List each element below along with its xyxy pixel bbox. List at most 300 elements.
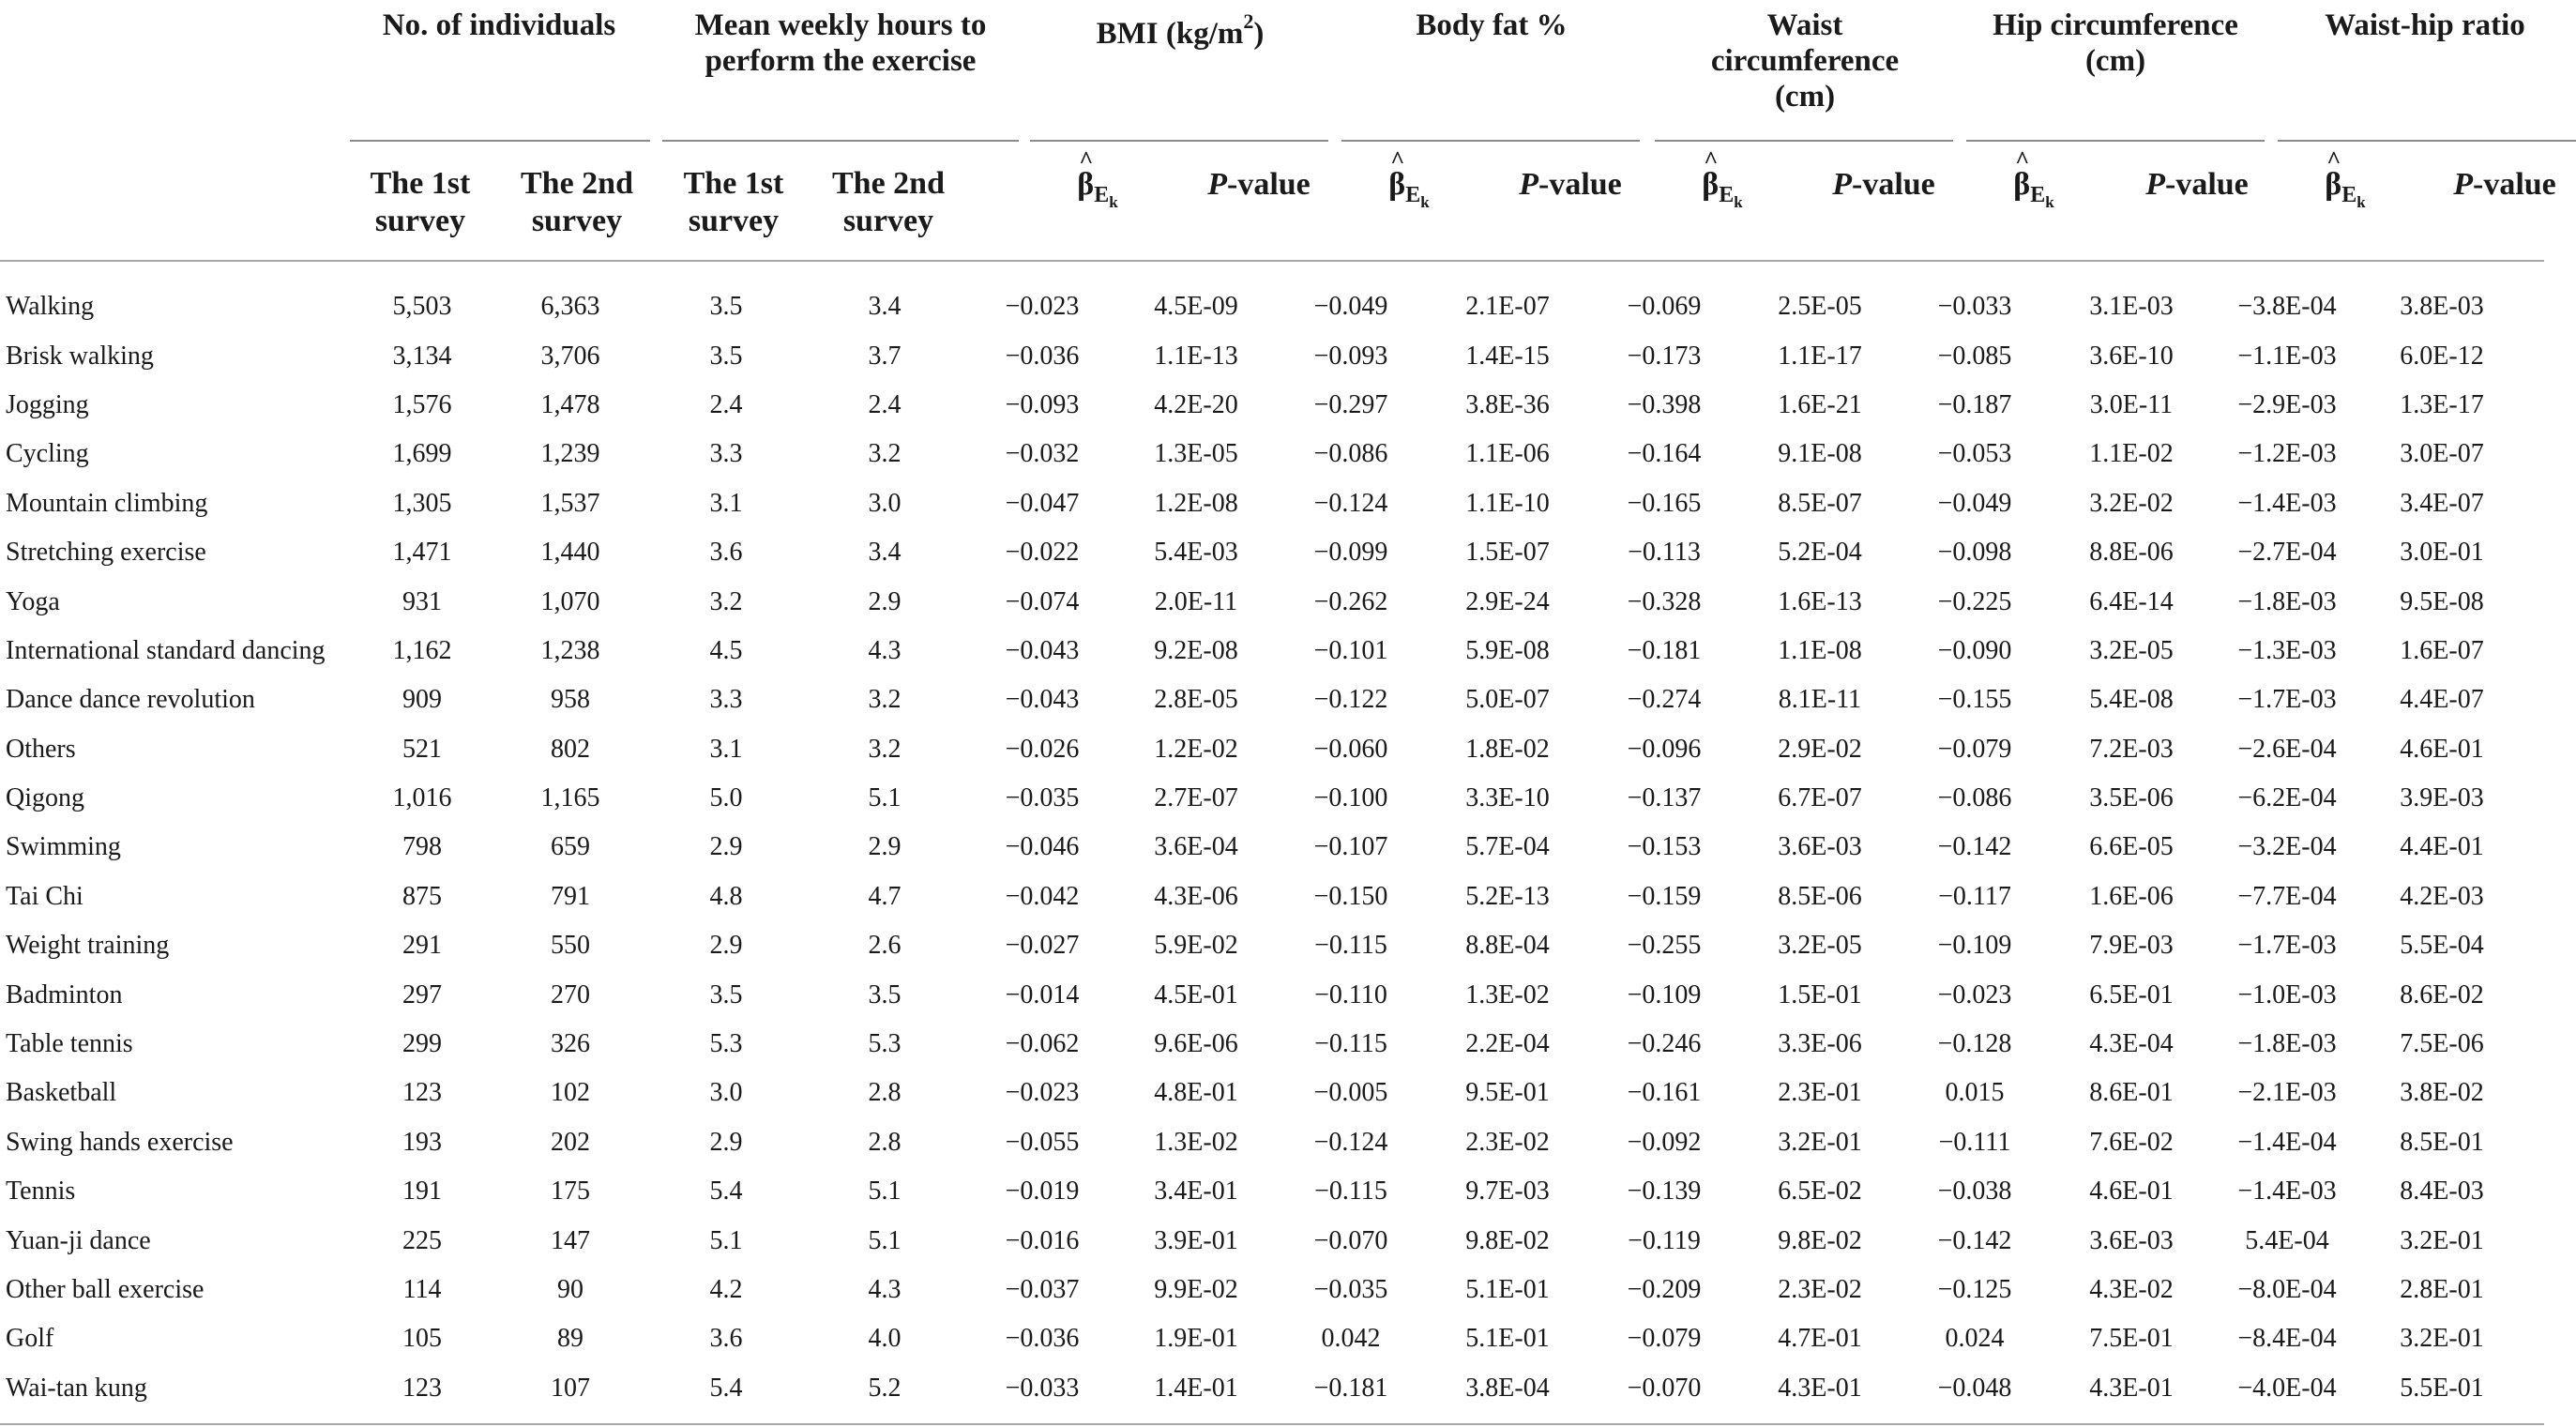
group-rule <box>662 140 1019 142</box>
hip-beta-cell: −0.109 <box>1937 931 2012 961</box>
bmi-beta-cell: −0.023 <box>1005 1078 1080 1108</box>
survey1-hours-cell: 4.2 <box>709 1275 743 1304</box>
bodyfat-p-cell: 9.8E-02 <box>1465 1225 1550 1255</box>
exercise-name-cell: Yuan-ji dance <box>6 1225 151 1255</box>
waist-beta-cell: −0.274 <box>1627 685 1702 715</box>
survey1-count-cell: 297 <box>402 979 442 1010</box>
subheader-p-value: P-value <box>2145 167 2249 202</box>
survey2-hours-cell: 4.7 <box>868 881 902 911</box>
survey1-hours-cell: 5.3 <box>709 1029 743 1059</box>
whr-beta-cell: −1.4E-03 <box>2237 1177 2337 1207</box>
bodyfat-beta-cell: −0.093 <box>1313 341 1388 371</box>
subheader-survey-2: The 2nd survey <box>832 166 945 238</box>
hip-p-cell: 1.6E-06 <box>2089 881 2174 911</box>
whr-beta-cell: −1.2E-03 <box>2237 439 2337 469</box>
bodyfat-p-cell: 2.1E-07 <box>1465 292 1550 322</box>
hip-beta-cell: −0.225 <box>1937 586 2012 616</box>
waist-beta-cell: −0.069 <box>1627 292 1702 322</box>
bmi-beta-cell: −0.035 <box>1005 783 1080 813</box>
survey1-count-cell: 798 <box>402 832 442 862</box>
subheader-beta: ^ $\beta_{Ek}$ <box>1388 146 1430 211</box>
waist-p-cell: 2.3E-02 <box>1778 1275 1862 1304</box>
bodyfat-p-cell: 1.4E-15 <box>1465 341 1550 371</box>
whr-p-cell: 6.0E-12 <box>2400 341 2484 371</box>
whr-beta-cell: −1.1E-03 <box>2237 341 2337 371</box>
hip-p-cell: 7.5E-01 <box>2089 1324 2174 1354</box>
survey1-count-cell: 193 <box>402 1127 442 1157</box>
survey2-hours-cell: 2.8 <box>868 1078 902 1108</box>
whr-p-cell: 4.6E-01 <box>2400 734 2484 764</box>
bodyfat-p-cell: 3.8E-36 <box>1465 389 1550 419</box>
hip-p-cell: 4.3E-04 <box>2089 1029 2174 1059</box>
table-row <box>0 1069 2520 1117</box>
whr-beta-cell: −3.2E-04 <box>2237 832 2337 862</box>
hip-p-cell: 3.2E-02 <box>2089 488 2174 518</box>
waist-p-cell: 1.1E-08 <box>1778 635 1862 665</box>
whr-p-cell: 3.0E-01 <box>2400 538 2484 568</box>
group-rule <box>1655 140 1953 142</box>
survey1-hours-cell: 4.8 <box>709 881 743 911</box>
exercise-name-cell: Mountain climbing <box>6 488 208 518</box>
bodyfat-p-cell: 1.5E-07 <box>1465 538 1550 568</box>
survey1-hours-cell: 3.3 <box>709 439 743 469</box>
bmi-p-cell: 4.8E-01 <box>1154 1078 1238 1108</box>
survey2-count-cell: 90 <box>557 1275 583 1304</box>
survey2-hours-cell: 4.3 <box>868 1275 902 1304</box>
bodyfat-p-cell: 5.9E-08 <box>1465 635 1550 665</box>
survey1-hours-cell: 3.6 <box>709 538 743 568</box>
hip-p-cell: 5.4E-08 <box>2089 685 2174 715</box>
survey2-hours-cell: 3.4 <box>868 538 902 568</box>
waist-p-cell: 9.1E-08 <box>1778 439 1862 469</box>
survey1-count-cell: 299 <box>402 1029 442 1059</box>
waist-beta-cell: −0.139 <box>1627 1177 1702 1207</box>
subheader-beta: ^ $\beta_{Ek}$ <box>2013 146 2054 211</box>
table-row <box>0 823 2520 872</box>
hip-p-cell: 6.4E-14 <box>2089 586 2174 616</box>
table-row <box>0 1020 2520 1069</box>
bmi-beta-cell: −0.036 <box>1005 1324 1080 1354</box>
whr-p-cell: 8.4E-03 <box>2400 1177 2484 1207</box>
bodyfat-p-cell: 9.5E-01 <box>1465 1078 1550 1108</box>
whr-p-cell: 3.8E-02 <box>2400 1078 2484 1108</box>
survey2-count-cell: 107 <box>551 1373 590 1403</box>
survey1-hours-cell: 3.2 <box>709 586 743 616</box>
whr-p-cell: 3.9E-03 <box>2400 783 2484 813</box>
whr-p-cell: 2.8E-01 <box>2400 1275 2484 1304</box>
bmi-beta-cell: −0.032 <box>1005 439 1080 469</box>
bmi-p-cell: 1.4E-01 <box>1154 1373 1238 1403</box>
waist-p-cell: 2.3E-01 <box>1778 1078 1862 1108</box>
bmi-beta-cell: −0.055 <box>1005 1127 1080 1157</box>
waist-p-cell: 2.5E-05 <box>1778 292 1862 322</box>
hip-p-cell: 7.6E-02 <box>2089 1127 2174 1157</box>
subheader-p-value: P-value <box>1207 167 1311 202</box>
survey1-hours-cell: 4.5 <box>709 635 743 665</box>
survey2-hours-cell: 2.9 <box>868 586 902 616</box>
table-row <box>0 1216 2520 1265</box>
table-row <box>0 1364 2520 1413</box>
whr-p-cell: 4.4E-01 <box>2400 832 2484 862</box>
survey1-count-cell: 909 <box>402 685 442 715</box>
bmi-p-cell: 9.2E-08 <box>1154 635 1238 665</box>
subheader-p-value: P-value <box>1832 167 1935 202</box>
hip-beta-cell: −0.038 <box>1937 1177 2012 1207</box>
hip-beta-cell: −0.142 <box>1937 832 2012 862</box>
table-row <box>0 725 2520 774</box>
table-row <box>0 1266 2520 1314</box>
whr-p-cell: 1.3E-17 <box>2400 389 2484 419</box>
whr-beta-cell: −7.7E-04 <box>2237 881 2337 911</box>
bmi-p-cell: 5.9E-02 <box>1154 931 1238 961</box>
bmi-p-cell: 2.0E-11 <box>1154 586 1238 616</box>
waist-p-cell: 5.2E-04 <box>1778 538 1862 568</box>
exercise-name-cell: Cycling <box>6 439 89 469</box>
whr-beta-cell: −1.4E-03 <box>2237 488 2337 518</box>
bmi-beta-cell: −0.036 <box>1005 341 1080 371</box>
hip-beta-cell: −0.053 <box>1937 439 2012 469</box>
bodyfat-p-cell: 9.7E-03 <box>1465 1177 1550 1207</box>
bmi-p-cell: 2.7E-07 <box>1154 783 1238 813</box>
survey2-count-cell: 1,537 <box>540 488 600 518</box>
survey2-hours-cell: 3.2 <box>868 734 902 764</box>
bmi-beta-cell: −0.019 <box>1005 1177 1080 1207</box>
hip-p-cell: 8.8E-06 <box>2089 538 2174 568</box>
table-row <box>0 970 2520 1019</box>
bodyfat-p-cell: 1.1E-06 <box>1465 439 1550 469</box>
survey1-count-cell: 1,576 <box>392 389 452 419</box>
whr-beta-cell: −2.6E-04 <box>2237 734 2337 764</box>
survey1-hours-cell: 3.6 <box>709 1324 743 1354</box>
survey2-hours-cell: 2.6 <box>868 931 902 961</box>
table-row <box>0 528 2520 577</box>
survey2-count-cell: 3,706 <box>540 341 600 371</box>
hip-beta-cell: 0.015 <box>1945 1078 2005 1108</box>
bodyfat-beta-cell: −0.101 <box>1313 635 1388 665</box>
whr-beta-cell: −1.7E-03 <box>2237 685 2337 715</box>
survey2-hours-cell: 5.1 <box>868 1225 902 1255</box>
bodyfat-p-cell: 5.1E-01 <box>1465 1275 1550 1304</box>
survey1-hours-cell: 3.1 <box>709 734 743 764</box>
bodyfat-p-cell: 3.8E-04 <box>1465 1373 1550 1403</box>
whr-p-cell: 4.4E-07 <box>2400 685 2484 715</box>
whr-p-cell: 8.6E-02 <box>2400 979 2484 1010</box>
bodyfat-beta-cell: −0.181 <box>1313 1373 1388 1403</box>
hip-beta-cell: −0.033 <box>1937 292 2012 322</box>
whr-beta-cell: −8.0E-04 <box>2237 1275 2337 1304</box>
hip-beta-cell: −0.023 <box>1937 979 2012 1010</box>
table-row <box>0 873 2520 921</box>
subheader-p-value: P-value <box>1519 167 1622 202</box>
bmi-p-cell: 1.1E-13 <box>1154 341 1238 371</box>
survey1-count-cell: 1,305 <box>392 488 452 518</box>
table-row <box>0 479 2520 528</box>
survey2-hours-cell: 3.2 <box>868 685 902 715</box>
hip-p-cell: 7.2E-03 <box>2089 734 2174 764</box>
hip-beta-cell: 0.024 <box>1945 1324 2005 1354</box>
waist-beta-cell: −0.119 <box>1628 1225 1701 1255</box>
survey2-count-cell: 147 <box>551 1225 590 1255</box>
bmi-beta-cell: −0.062 <box>1005 1029 1080 1059</box>
waist-p-cell: 8.5E-07 <box>1778 488 1862 518</box>
table-row <box>0 676 2520 724</box>
survey2-count-cell: 1,440 <box>540 538 600 568</box>
bodyfat-p-cell: 5.1E-01 <box>1465 1324 1550 1354</box>
survey2-hours-cell: 3.7 <box>868 341 902 371</box>
subheader-beta: ^ $\beta_{Ek}$ <box>1702 146 1743 211</box>
survey1-count-cell: 1,471 <box>392 538 452 568</box>
survey2-count-cell: 802 <box>551 734 590 764</box>
survey2-count-cell: 175 <box>551 1177 590 1207</box>
survey2-count-cell: 1,165 <box>540 783 600 813</box>
survey2-count-cell: 1,478 <box>540 389 600 419</box>
hip-p-cell: 4.3E-01 <box>2089 1373 2174 1403</box>
survey2-hours-cell: 3.2 <box>868 439 902 469</box>
bmi-beta-cell: −0.037 <box>1005 1275 1080 1304</box>
waist-beta-cell: −0.255 <box>1627 931 1702 961</box>
whr-p-cell: 4.2E-03 <box>2400 881 2484 911</box>
survey1-hours-cell: 3.3 <box>709 685 743 715</box>
exercise-name-cell: Yoga <box>6 586 60 616</box>
group-rule <box>2278 140 2576 142</box>
waist-beta-cell: −0.161 <box>1627 1078 1702 1108</box>
subheader-survey-2: The 2nd survey <box>521 166 633 238</box>
bodyfat-p-cell: 1.3E-02 <box>1465 979 1550 1010</box>
bmi-p-cell: 3.9E-01 <box>1154 1225 1238 1255</box>
hip-p-cell: 6.5E-01 <box>2089 979 2174 1010</box>
whr-beta-cell: −1.7E-03 <box>2237 931 2337 961</box>
subheader-survey-1: The 1st survey <box>683 166 784 238</box>
whr-p-cell: 3.0E-07 <box>2400 439 2484 469</box>
exercise-name-cell: Tennis <box>6 1177 76 1207</box>
survey2-count-cell: 659 <box>551 832 590 862</box>
group-rule <box>1341 140 1640 142</box>
exercise-name-cell: Tai Chi <box>6 881 83 911</box>
whr-beta-cell: −2.7E-04 <box>2237 538 2337 568</box>
bodyfat-beta-cell: −0.070 <box>1313 1225 1388 1255</box>
waist-p-cell: 3.2E-05 <box>1778 931 1862 961</box>
survey1-count-cell: 225 <box>402 1225 442 1255</box>
survey2-count-cell: 958 <box>551 685 590 715</box>
table-row <box>0 577 2520 626</box>
bmi-p-cell: 1.3E-02 <box>1154 1127 1238 1157</box>
bodyfat-beta-cell: −0.060 <box>1313 734 1388 764</box>
bodyfat-beta-cell: −0.107 <box>1313 832 1388 862</box>
survey2-count-cell: 550 <box>551 931 590 961</box>
survey1-count-cell: 191 <box>402 1177 442 1207</box>
waist-p-cell: 3.2E-01 <box>1778 1127 1862 1157</box>
survey1-hours-cell: 2.9 <box>709 832 743 862</box>
hip-beta-cell: −0.098 <box>1937 538 2012 568</box>
waist-beta-cell: −0.159 <box>1627 881 1702 911</box>
hip-p-cell: 4.3E-02 <box>2089 1275 2174 1304</box>
waist-beta-cell: −0.164 <box>1627 439 1702 469</box>
exercise-name-cell: Jogging <box>6 389 89 419</box>
hip-p-cell: 3.5E-06 <box>2089 783 2174 813</box>
survey1-count-cell: 291 <box>402 931 442 961</box>
bmi-beta-cell: −0.074 <box>1005 586 1080 616</box>
bmi-beta-cell: −0.046 <box>1005 832 1080 862</box>
bmi-beta-cell: −0.022 <box>1005 538 1080 568</box>
survey2-hours-cell: 3.0 <box>868 488 902 518</box>
hip-p-cell: 4.6E-01 <box>2089 1177 2174 1207</box>
waist-beta-cell: −0.328 <box>1627 586 1702 616</box>
bmi-p-cell: 3.4E-01 <box>1154 1177 1238 1207</box>
waist-beta-cell: −0.246 <box>1627 1029 1702 1059</box>
bmi-beta-cell: −0.043 <box>1005 685 1080 715</box>
header-bottom-rule <box>0 260 2544 262</box>
bmi-p-cell: 9.9E-02 <box>1154 1275 1238 1304</box>
bmi-beta-cell: −0.027 <box>1005 931 1080 961</box>
waist-beta-cell: −0.181 <box>1627 635 1702 665</box>
waist-p-cell: 3.6E-03 <box>1778 832 1862 862</box>
whr-beta-cell: −1.0E-03 <box>2237 979 2337 1010</box>
table-row <box>0 774 2520 823</box>
exercise-name-cell: Golf <box>6 1324 54 1354</box>
hip-p-cell: 6.6E-05 <box>2089 832 2174 862</box>
table-row <box>0 1118 2520 1167</box>
table-row <box>0 921 2520 970</box>
survey2-count-cell: 270 <box>551 979 590 1010</box>
survey2-count-cell: 89 <box>557 1324 583 1354</box>
table-row <box>0 381 2520 430</box>
hip-p-cell: 3.6E-03 <box>2089 1225 2174 1255</box>
survey2-hours-cell: 2.9 <box>868 832 902 862</box>
hip-beta-cell: −0.142 <box>1937 1225 2012 1255</box>
subheader-beta: ^ $\beta_{Ek}$ <box>1077 146 1118 211</box>
survey2-hours-cell: 4.0 <box>868 1324 902 1354</box>
bmi-p-cell: 3.6E-04 <box>1154 832 1238 862</box>
bmi-p-cell: 4.2E-20 <box>1154 389 1238 419</box>
waist-beta-cell: −0.070 <box>1627 1373 1702 1403</box>
bmi-beta-cell: −0.043 <box>1005 635 1080 665</box>
whr-beta-cell: −2.1E-03 <box>2237 1078 2337 1108</box>
waist-p-cell: 9.8E-02 <box>1778 1225 1862 1255</box>
waist-beta-cell: −0.153 <box>1627 832 1702 862</box>
exercise-name-cell: Badminton <box>6 979 123 1010</box>
hip-beta-cell: −0.090 <box>1937 635 2012 665</box>
waist-beta-cell: −0.173 <box>1627 341 1702 371</box>
waist-beta-cell: −0.113 <box>1628 538 1701 568</box>
whr-beta-cell: −6.2E-04 <box>2237 783 2337 813</box>
bmi-p-cell: 5.4E-03 <box>1154 538 1238 568</box>
bmi-beta-cell: −0.042 <box>1005 881 1080 911</box>
group-rule <box>1966 140 2265 142</box>
hip-beta-cell: −0.117 <box>1938 881 2011 911</box>
whr-p-cell: 9.5E-08 <box>2400 586 2484 616</box>
waist-p-cell: 3.3E-06 <box>1778 1029 1862 1059</box>
header-bmi: BMI $(kg/m^2)$ <box>1096 9 1265 51</box>
bodyfat-beta-cell: −0.005 <box>1313 1078 1388 1108</box>
waist-beta-cell: −0.109 <box>1627 979 1702 1010</box>
survey1-hours-cell: 3.5 <box>709 341 743 371</box>
bodyfat-beta-cell: −0.297 <box>1313 389 1388 419</box>
waist-beta-cell: −0.165 <box>1627 488 1702 518</box>
survey2-count-cell: 6,363 <box>540 292 600 322</box>
bodyfat-p-cell: 5.0E-07 <box>1465 685 1550 715</box>
waist-p-cell: 4.3E-01 <box>1778 1373 1862 1403</box>
bodyfat-p-cell: 2.9E-24 <box>1465 586 1550 616</box>
hip-p-cell: 1.1E-02 <box>2089 439 2174 469</box>
survey1-hours-cell: 3.5 <box>709 292 743 322</box>
waist-p-cell: 6.5E-02 <box>1778 1177 1862 1207</box>
survey1-count-cell: 123 <box>402 1078 442 1108</box>
header-individuals: No. of individuals <box>382 8 616 42</box>
bmi-p-cell: 4.3E-06 <box>1154 881 1238 911</box>
whr-p-cell: 5.5E-01 <box>2400 1373 2484 1403</box>
waist-beta-cell: −0.092 <box>1627 1127 1702 1157</box>
bmi-p-cell: 1.9E-01 <box>1154 1324 1238 1354</box>
hip-beta-cell: −0.125 <box>1937 1275 2012 1304</box>
survey2-count-cell: 1,239 <box>540 439 600 469</box>
subheader-survey-1: The 1st survey <box>370 166 471 238</box>
waist-p-cell: 1.1E-17 <box>1778 341 1862 371</box>
subheader-p-value: P-value <box>2453 167 2556 202</box>
bodyfat-beta-cell: −0.110 <box>1314 979 1387 1010</box>
survey2-count-cell: 102 <box>551 1078 590 1108</box>
bmi-beta-cell: −0.014 <box>1005 979 1080 1010</box>
whr-beta-cell: −3.8E-04 <box>2237 292 2337 322</box>
header-body-fat: Body fat % <box>1416 8 1568 42</box>
exercise-name-cell: Dance dance revolution <box>6 685 255 715</box>
exercise-name-cell: Weight training <box>6 931 170 961</box>
hip-beta-cell: −0.079 <box>1937 734 2012 764</box>
bmi-beta-cell: −0.047 <box>1005 488 1080 518</box>
waist-beta-cell: −0.079 <box>1627 1324 1702 1354</box>
bodyfat-p-cell: 2.3E-02 <box>1465 1127 1550 1157</box>
bmi-beta-cell: −0.093 <box>1005 389 1080 419</box>
whr-beta-cell: −1.8E-03 <box>2237 1029 2337 1059</box>
survey1-count-cell: 875 <box>402 881 442 911</box>
survey1-hours-cell: 5.1 <box>709 1225 743 1255</box>
survey1-hours-cell: 5.0 <box>709 783 743 813</box>
header-hip: Hip circumference (cm) <box>1993 8 2238 78</box>
bodyfat-p-cell: 1.1E-10 <box>1465 488 1550 518</box>
exercise-name-cell: Stretching exercise <box>6 538 206 568</box>
survey1-hours-cell: 3.1 <box>709 488 743 518</box>
waist-beta-cell: −0.398 <box>1627 389 1702 419</box>
whr-beta-cell: −8.4E-04 <box>2237 1324 2337 1354</box>
waist-beta-cell: −0.137 <box>1627 783 1702 813</box>
survey1-count-cell: 5,503 <box>392 292 452 322</box>
group-rule <box>350 140 650 142</box>
bodyfat-beta-cell: −0.115 <box>1314 931 1387 961</box>
bmi-beta-cell: −0.016 <box>1005 1225 1080 1255</box>
survey2-count-cell: 1,238 <box>540 635 600 665</box>
table-row <box>0 1167 2520 1216</box>
exercise-name-cell: Wai-tan kung <box>6 1373 147 1403</box>
hip-p-cell: 3.6E-10 <box>2089 341 2174 371</box>
waist-p-cell: 2.9E-02 <box>1778 734 1862 764</box>
exercise-name-cell: International standard dancing <box>6 635 326 665</box>
survey2-count-cell: 791 <box>551 881 590 911</box>
whr-beta-cell: −1.8E-03 <box>2237 586 2337 616</box>
whr-p-cell: 1.6E-07 <box>2400 635 2484 665</box>
table-row <box>0 1314 2520 1363</box>
hip-beta-cell: −0.049 <box>1937 488 2012 518</box>
whr-p-cell: 7.5E-06 <box>2400 1029 2484 1059</box>
bodyfat-p-cell: 3.3E-10 <box>1465 783 1550 813</box>
waist-beta-cell: −0.209 <box>1627 1275 1702 1304</box>
bmi-p-cell: 1.2E-08 <box>1154 488 1238 518</box>
survey1-hours-cell: 2.4 <box>709 389 743 419</box>
bmi-p-cell: 1.2E-02 <box>1154 734 1238 764</box>
table-row <box>0 331 2520 380</box>
group-rule <box>1030 140 1328 142</box>
whr-p-cell: 3.8E-03 <box>2400 292 2484 322</box>
bodyfat-beta-cell: −0.124 <box>1313 1127 1388 1157</box>
whr-beta-cell: 5.4E-04 <box>2245 1225 2329 1255</box>
